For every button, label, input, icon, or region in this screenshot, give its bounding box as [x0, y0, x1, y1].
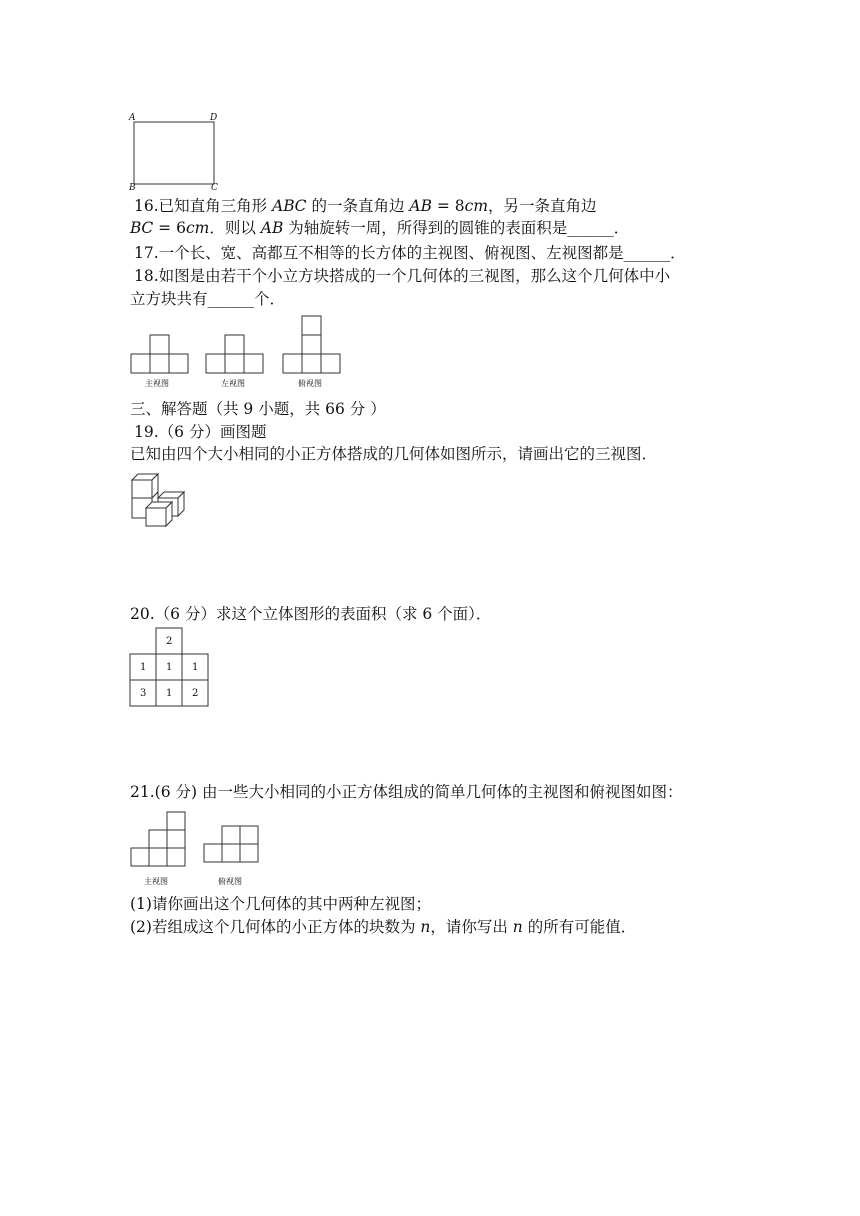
- q19-title: 19.（6 分）画图题: [134, 423, 267, 441]
- q18-left-caption: 左视图: [221, 379, 245, 388]
- cube-front: [146, 502, 172, 526]
- q16-line1: 16.已知直角三角形 𝐴𝐵𝐶 的一条直角边 𝐴𝐵 = 8𝑐𝑚，另一条直角边: [134, 197, 597, 215]
- section3-title: 三、解答题（共 9 小题，共 66 分 ）: [130, 400, 386, 418]
- q18-front-view: [131, 335, 188, 373]
- q21-title: 21.(6 分) 由一些大小相同的小正方体组成的简单几何体的主视图和俯视图如图：: [130, 783, 683, 801]
- q18-front-caption: 主视图: [145, 379, 169, 388]
- q19-body: 已知由四个大小相同的小正方体搭成的几何体如图所示，请画出它的三视图．: [130, 445, 658, 463]
- q17-line1: 17.一个长、宽、高都互不相等的长方体的主视图、俯视图、左视图都是______．: [134, 244, 686, 262]
- vertex-a-label: A: [129, 113, 136, 123]
- rectangle-shape: [134, 122, 214, 184]
- q18-line2: 立方块共有______个．: [130, 290, 286, 308]
- rectangle-abcd-figure: [124, 110, 224, 192]
- q19-cube-figure: [128, 468, 198, 528]
- q20-grid-figure: [129, 627, 211, 709]
- q20-title: 20.（6 分）求这个立体图形的表面积（求 6 个面）．: [130, 605, 492, 623]
- q18-left-view: [206, 335, 263, 373]
- q21-top-caption: 俯视图: [218, 877, 242, 886]
- q21-views-figure: [128, 808, 268, 888]
- q21-front-caption: 主视图: [144, 877, 168, 886]
- q21-top-view: [204, 826, 258, 862]
- cube-upper-left: [132, 474, 158, 498]
- q21-front-view: [131, 812, 185, 866]
- grid-r2c3: 2: [192, 688, 199, 699]
- vertex-d-label: D: [210, 113, 218, 123]
- q18-three-views-figure: [128, 312, 348, 392]
- grid-top-value: 2: [166, 636, 173, 647]
- grid-r1c3: 1: [192, 662, 199, 673]
- q21-part1: (1)请你画出这个几何体的其中两种左视图；: [130, 895, 431, 913]
- grid-r2c1: 3: [140, 688, 147, 699]
- grid-r2c2: 1: [166, 688, 173, 699]
- vertex-c-label: C: [211, 183, 218, 192]
- q18-top-caption: 俯视图: [298, 379, 322, 388]
- q21-part2: (2)若组成这个几何体的小正方体的块数为 𝑛，请你写出 𝑛 的所有可能值．: [130, 918, 637, 936]
- q18-top-view: [283, 316, 340, 373]
- q18-line1: 18.如图是由若干个小立方块搭成的一个几何体的三视图，那么这个几何体中小: [134, 267, 671, 285]
- vertex-b-label: B: [129, 183, 136, 192]
- q16-line2: 𝐵𝐶 = 6𝑐𝑚．则以 𝐴𝐵 为轴旋转一周，所得到的圆锥的表面积是______．: [130, 219, 630, 237]
- grid-r1c1: 1: [140, 662, 147, 673]
- grid-r1c2: 1: [166, 662, 173, 673]
